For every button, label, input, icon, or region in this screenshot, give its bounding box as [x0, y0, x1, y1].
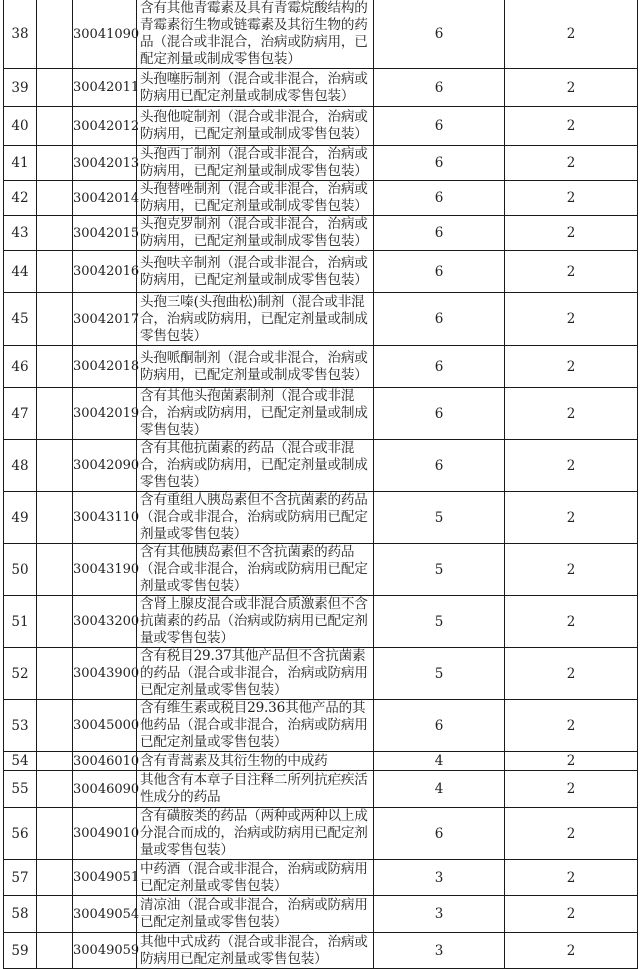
table-row: [4, 388, 638, 440]
hs-code: 30042090: [73, 440, 137, 492]
rate-col4: 3: [374, 860, 505, 896]
rate-col4: 5: [374, 648, 505, 700]
hs-code: 30049051: [73, 860, 137, 896]
row-number: 50: [4, 544, 37, 596]
row-number: 47: [4, 388, 37, 440]
empty-cell: [37, 648, 73, 700]
table-row: [4, 251, 638, 293]
hs-code: 30041090: [73, 0, 137, 69]
hs-code: 30043900: [73, 648, 137, 700]
table-body: [4, 0, 638, 969]
product-description: 含有重组人胰岛素但不含抗菌素的药品（混合或非混合，治病或防病用已配定剂量或零售包装）: [137, 492, 374, 544]
empty-cell: [37, 0, 73, 69]
product-description: 其他含有本章子目注释二所列抗疟疾活性成分的药品: [137, 771, 374, 808]
hs-code: 30049054: [73, 896, 137, 933]
hs-code: 30042015: [73, 216, 137, 251]
product-description: 头孢三嗪(头孢曲松)制剂（混合或非混合，治病或防病用，已配定剂量或制成零售包装）: [137, 293, 374, 346]
hs-code: 30043190: [73, 544, 137, 596]
row-number: 51: [4, 596, 37, 648]
row-number: 42: [4, 181, 37, 216]
product-description: 含有其他头孢菌素制剂（混合或非混合，治病或防病用，已配定剂量或制成零售包装）: [137, 388, 374, 440]
product-description: 含有青蒿素及其衍生物的中成药: [137, 752, 374, 771]
rate-col5: 2: [505, 808, 638, 860]
rate-col4: 4: [374, 752, 505, 771]
row-number: 46: [4, 346, 37, 388]
table-row: [4, 808, 638, 860]
rate-col5: 2: [505, 69, 638, 107]
hs-code: 30043200: [73, 596, 137, 648]
rate-col5: 2: [505, 251, 638, 293]
rate-col5: 2: [505, 596, 638, 648]
empty-cell: [37, 181, 73, 216]
rate-col5: 2: [505, 216, 638, 251]
row-number: 48: [4, 440, 37, 492]
empty-cell: [37, 808, 73, 860]
rate-col4: 5: [374, 596, 505, 648]
rate-col5: 2: [505, 492, 638, 544]
hs-code: 30042014: [73, 181, 137, 216]
table-row: [4, 648, 638, 700]
rate-col4: 6: [374, 216, 505, 251]
hs-code: 30042017: [73, 293, 137, 346]
table-row: [4, 700, 638, 752]
row-number: 57: [4, 860, 37, 896]
rate-col4: 4: [374, 771, 505, 808]
product-description: 头孢呋辛制剂（混合或非混合，治病或防病用，已配定剂量或制成零售包装）: [137, 251, 374, 293]
empty-cell: [37, 752, 73, 771]
product-description: 含有其他青霉素及具有青霉烷酸结构的青霉素衍生物或链霉素及其衍生物的药品（混合或非混合，治病或防病用，已配定剂量或制成零售包装）: [137, 0, 374, 69]
table-row: [4, 346, 638, 388]
table-row: [4, 146, 638, 181]
product-description: 头孢替唑制剂（混合或非混合，治病或防病用，已配定剂量或制成零售包装）: [137, 181, 374, 216]
product-description: 头孢噻肟制剂（混合或非混合，治病或防病用已配定剂量或制成零售包装）: [137, 69, 374, 107]
rate-col4: 5: [374, 544, 505, 596]
row-number: 55: [4, 771, 37, 808]
product-description: 清凉油（混合或非混合，治病或防病用已配定剂量或零售包装）: [137, 896, 374, 933]
hs-code: 30045000: [73, 700, 137, 752]
rate-col5: 2: [505, 440, 638, 492]
rate-col4: 6: [374, 107, 505, 146]
row-number: 44: [4, 251, 37, 293]
hs-code: 30043110: [73, 492, 137, 544]
empty-cell: [37, 896, 73, 933]
rate-col4: 6: [374, 440, 505, 492]
rate-col4: 5: [374, 492, 505, 544]
empty-cell: [37, 346, 73, 388]
empty-cell: [37, 69, 73, 107]
product-description: 头孢西丁制剂（混合或非混合，治病或防病用，已配定剂量或制成零售包装）: [137, 146, 374, 181]
empty-cell: [37, 700, 73, 752]
product-description: 头孢他啶制剂（混合或非混合，治病或防病用，已配定剂量或制成零售包装）: [137, 107, 374, 146]
hs-code: 30042019: [73, 388, 137, 440]
table-row: [4, 0, 638, 69]
rate-col4: 6: [374, 346, 505, 388]
empty-cell: [37, 596, 73, 648]
empty-cell: [37, 492, 73, 544]
product-description: 含有其他胰岛素但不含抗菌素的药品（混合或非混合，治病或防病用已配定剂量或零售包装）: [137, 544, 374, 596]
rate-col4: 6: [374, 293, 505, 346]
row-number: 38: [4, 0, 37, 69]
table-row: [4, 293, 638, 346]
rate-col4: 3: [374, 896, 505, 933]
hs-code: 30042013: [73, 146, 137, 181]
tariff-table: [3, 0, 638, 969]
rate-col5: 2: [505, 146, 638, 181]
empty-cell: [37, 860, 73, 896]
product-description: 头孢哌酮制剂（混合或非混合，治病或防病用，已配定剂量或制成零售包装）: [137, 346, 374, 388]
table-row: [4, 181, 638, 216]
hs-code: 30042011: [73, 69, 137, 107]
table-row: [4, 544, 638, 596]
rate-col5: 2: [505, 896, 638, 933]
row-number: 49: [4, 492, 37, 544]
rate-col5: 2: [505, 181, 638, 216]
row-number: 39: [4, 69, 37, 107]
row-number: 45: [4, 293, 37, 346]
rate-col4: 6: [374, 808, 505, 860]
rate-col5: 2: [505, 388, 638, 440]
empty-cell: [37, 146, 73, 181]
rate-col4: 6: [374, 0, 505, 69]
product-description: 含有磺胺类的药品（两种或两种以上成分混合而成的，治病或防病用已配定剂量或零售包装）: [137, 808, 374, 860]
table-row: [4, 896, 638, 933]
table-row: [4, 69, 638, 107]
rate-col5: 2: [505, 0, 638, 69]
empty-cell: [37, 440, 73, 492]
rate-col5: 2: [505, 346, 638, 388]
rate-col4: 3: [374, 933, 505, 969]
rate-col4: 6: [374, 146, 505, 181]
row-number: 40: [4, 107, 37, 146]
hs-code: 30042016: [73, 251, 137, 293]
table-row: [4, 771, 638, 808]
rate-col5: 2: [505, 544, 638, 596]
hs-code: 30049010: [73, 808, 137, 860]
empty-cell: [37, 293, 73, 346]
product-description: 含有其他抗菌素的药品（混合或非混合，治病或防病用，已配定剂量或制成零售包装）: [137, 440, 374, 492]
product-description: 其他中式成药（混合或非混合，治病或防病用已配定剂量或零售包装）: [137, 933, 374, 969]
rate-col5: 2: [505, 860, 638, 896]
rate-col4: 6: [374, 69, 505, 107]
hs-code: 30049059: [73, 933, 137, 969]
rate-col4: 6: [374, 181, 505, 216]
row-number: 58: [4, 896, 37, 933]
row-number: 54: [4, 752, 37, 771]
hs-code: 30042018: [73, 346, 137, 388]
hs-code: 30042012: [73, 107, 137, 146]
table-row: [4, 860, 638, 896]
table-row: [4, 216, 638, 251]
empty-cell: [37, 251, 73, 293]
rate-col5: 2: [505, 771, 638, 808]
rate-col5: 2: [505, 107, 638, 146]
hs-code: 30046090: [73, 771, 137, 808]
empty-cell: [37, 388, 73, 440]
product-description: 中药酒（混合或非混合，治病或防病用已配定剂量或零售包装）: [137, 860, 374, 896]
empty-cell: [37, 216, 73, 251]
table-row: [4, 440, 638, 492]
row-number: 41: [4, 146, 37, 181]
rate-col5: 2: [505, 648, 638, 700]
rate-col5: 2: [505, 700, 638, 752]
row-number: 56: [4, 808, 37, 860]
rate-col4: 6: [374, 251, 505, 293]
product-description: 含有维生素或税目29.36其他产品的其他药品（混合或非混合，治病或防病用已配定剂量或零售包装）: [137, 700, 374, 752]
rate-col4: 6: [374, 388, 505, 440]
product-description: 含肾上腺皮混合或非混合质激素但不含抗菌素的药品（治病或防病用已配定剂量或零售包装）: [137, 596, 374, 648]
table-row: [4, 752, 638, 771]
table-row: [4, 596, 638, 648]
product-description: 头孢克罗制剂（混合或非混合，治病或防病用，已配定剂量或制成零售包装）: [137, 216, 374, 251]
empty-cell: [37, 107, 73, 146]
rate-col4: 6: [374, 700, 505, 752]
table-row: [4, 492, 638, 544]
rate-col5: 2: [505, 933, 638, 969]
row-number: 53: [4, 700, 37, 752]
row-number: 43: [4, 216, 37, 251]
hs-code: 30046010: [73, 753, 140, 769]
row-number: 59: [4, 933, 37, 969]
rate-col5: 2: [505, 752, 638, 771]
empty-cell: [37, 544, 73, 596]
rate-col5: 2: [505, 293, 638, 346]
table-row: [4, 107, 638, 146]
row-number: 52: [4, 648, 37, 700]
product-description: 含有税目29.37其他产品但不含抗菌素的药品（混合或非混合，治病或防病用已配定剂量或零售包装）: [137, 648, 374, 700]
empty-cell: [37, 771, 73, 808]
